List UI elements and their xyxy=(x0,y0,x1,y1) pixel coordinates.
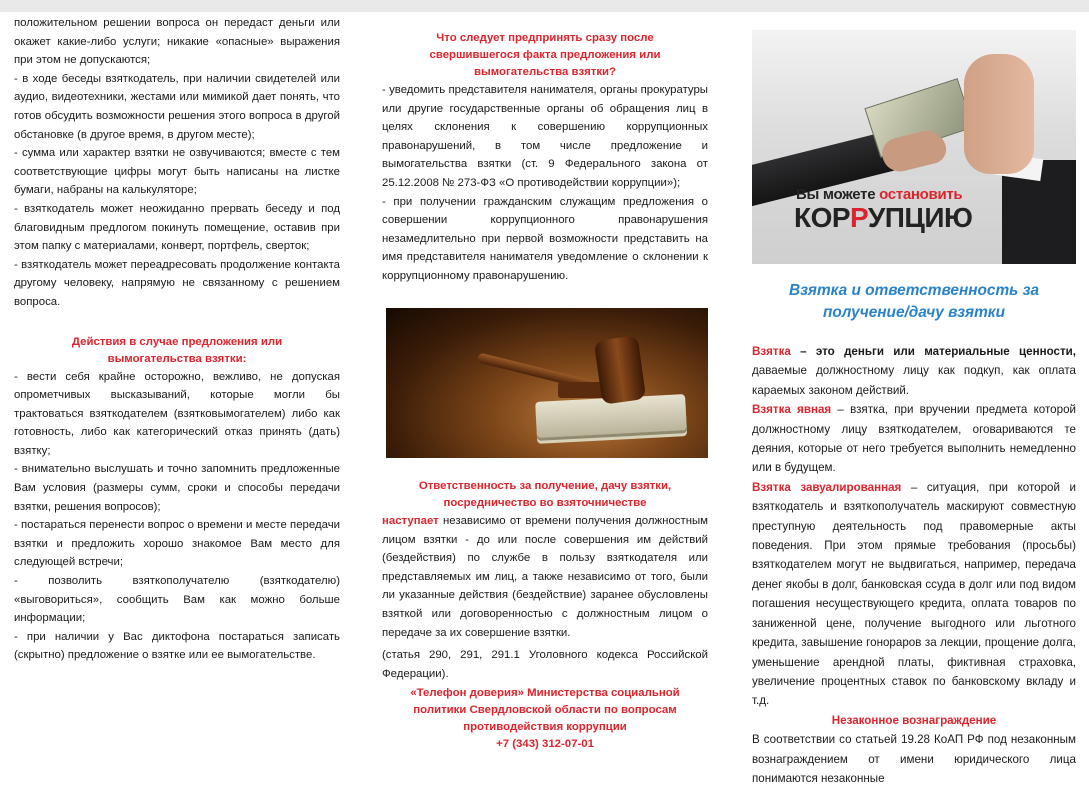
definition: В соответствии со статьей 19.28 КоАП РФ под незаконным вознаграждением от имени юридического лица понимаются незаконные xyxy=(752,733,1076,785)
column-right xyxy=(752,342,1076,788)
stop-corruption-image xyxy=(752,30,1076,264)
definition: Взятка завуалированная – ситуация, при которой и взяткодатель и взяткополучатель маскируют совместную преступную деятельность под правомерные акты поведения. При этом прямые требования (просьбы) взяткодателем могут не выдвигаться, например, передача денег якобы в долг, банковская ссуда в долг или под видом погашения несуществующего кредита, оплата товаров по заниженной цене, получение выгодного или льготного кредита, завышение гонораров за лекции, прощение долга, уменьшение арендной платы, фиктивная страховка, увеличение процентных ставок по банковскому вкладу и т.д. xyxy=(752,480,1076,708)
column-left xyxy=(14,14,340,665)
column-middle-lower xyxy=(382,478,708,753)
paragraph: - позволить взяткополучателю (взяткодателю) «выговориться», сообщить Вам как можно больше информации; xyxy=(14,575,340,625)
paragraph: - сумма или характер взятки не озвучиваются; вместе с тем соответствующие цифры могут быть написаны на листке бумаги, набраны на калькуляторе; xyxy=(14,147,340,197)
subheading: Незаконное вознаграждение xyxy=(831,713,997,727)
lead-word: наступает xyxy=(382,515,439,527)
paragraph: - при наличии у Вас диктофона постараться записать (скрытно) предложение о взятке или ее вымогательстве. xyxy=(14,630,340,662)
paragraph: - при получении гражданским служащим предложения о совершении коррупционного правонарушения незамедлительно при первой возможности представить на имя представителя нанимателя уведомление о склонении к коррупционному правонарушению. xyxy=(382,195,708,282)
paragraph: - постараться перенести вопрос о времени и месте передачи взятки и предложить хорошо знакомое Вам место для следующей встречи; xyxy=(14,519,340,569)
gavel-money-image xyxy=(386,308,708,458)
paragraph: положительном решении вопроса он передаст деньги или окажет какие-либо услуги; никакие «опасные» выражения при этом не допускаются; xyxy=(14,17,340,67)
paragraph: - внимательно выслушать и точно запомнить предложенные Вам условия (размеры сумм, сроки и способы передачи взятки, решения вопросов); xyxy=(14,463,340,513)
page-title: Взятка и ответственность за получение/дачу взятки xyxy=(788,282,1040,321)
paragraph: наступает независимо от времени получения должностным лицом взятки - до или после совершения им действий (бездействия) по службе в пользу взяткодателя или представляемых им лиц, а также независимо от того, были ли указанные действия (бездействие) заранее обусловлены взяткой или договоренностью с должностным лицом о передаче за их совершение взятки. xyxy=(382,515,708,639)
paragraph: - взяткодатель может неожиданно прервать беседу и под благовидным предлогом покинуть помещение, оставив при этом папку с материалами, конверт, портфель, сверток; xyxy=(14,202,340,253)
section-heading: Действия в случае предложения или вымогательства взятки: xyxy=(71,335,283,365)
paragraph: - уведомить представителя нанимателя, органы прокуратуры или другие государственные органы об обращения лиц в целях склонения к совершению коррупционных правонарушений, в том числе предложение и вымогательства взятки (ст. 9 Федерального закона от 25.12.2008 № 273-ФЗ «О противодействии коррупции»); xyxy=(382,84,708,189)
column-middle xyxy=(382,30,708,286)
section-heading: Что следует предпринять сразу после свершившегося факта предложения или вымогательства взятки? xyxy=(429,32,661,78)
top-bar xyxy=(0,0,1089,12)
image-caption-line2: КОРРУПЦИЮ xyxy=(794,202,973,233)
definition: Взятка явная – взятка, при вручении предмета которой должностному лицу взяткодателем, оговариваются те деяния, которые от него требуется выполнить немедленно или в будущем. xyxy=(752,403,1076,475)
hotline-phone: +7 (343) 312-07-01 xyxy=(496,738,594,751)
law-reference: (статья 290, 291, 291.1 Уголовного кодекса Российской Федерации). xyxy=(382,649,708,680)
hotline-text: «Телефон доверия» Министерства социальной политики Свердловской области по вопросам противодействия коррупции xyxy=(410,687,680,734)
image-caption-line1: Вы можете остановить xyxy=(796,186,963,203)
paragraph: - вести себя крайне осторожно, вежливо, не допуская опрометчивых высказываний, которые могли бы трактоваться взяткодателем (взятковымогателем) либо как готовность, либо как категорический отказ принять (дать) взятку; xyxy=(14,370,340,457)
paragraph: - в ходе беседы взяткодатель, при наличии свидетелей или аудио, видеотехники, жестами или мимикой дает понять, что готов обсудить возможности решения этого вопроса в другой обстановке (в другое время, в другом месте); xyxy=(14,72,340,141)
section-heading: Ответственность за получение, дачу взятки, посредничество во взяточничестве xyxy=(418,480,672,509)
paragraph: - взяткодатель может переадресовать продолжение контакта другому человеку, напрямую не связанному с решением вопроса. xyxy=(14,258,340,308)
definition: Взятка – это деньги или материальные ценности, даваемые должностному лицу как подкуп, как оплата караемых законом действий. xyxy=(752,345,1076,397)
